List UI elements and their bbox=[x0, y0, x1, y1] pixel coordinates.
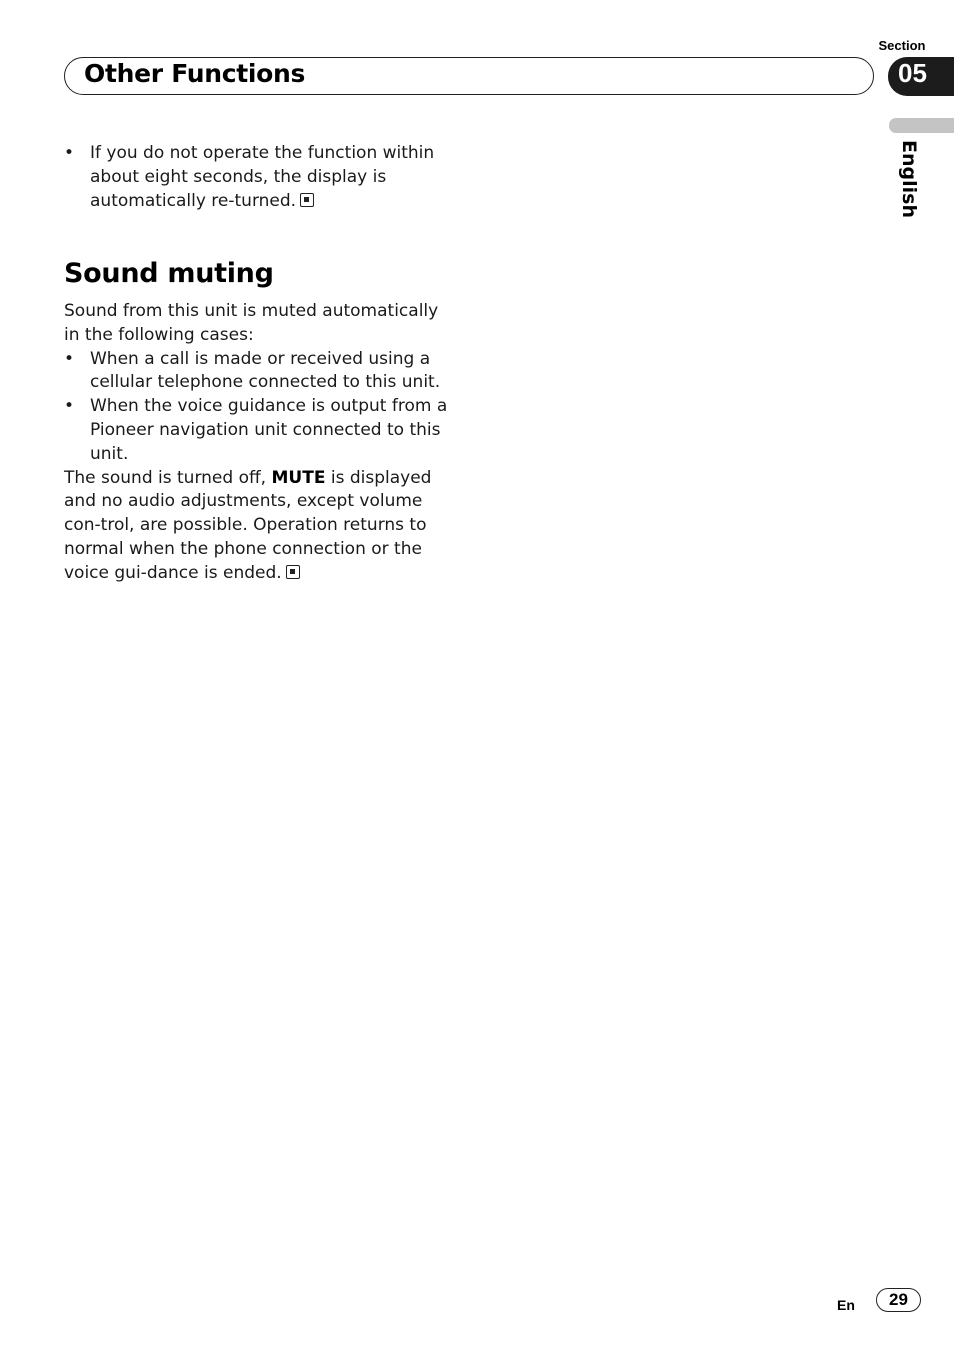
list-item-text: When a call is made or received using a cellular telephone connected to this unit. bbox=[90, 348, 441, 393]
end-mark-icon bbox=[300, 193, 314, 207]
list-item-text: If you do not operate the function within about eight seconds, the display is automatically re-turned. bbox=[90, 143, 435, 211]
bullet-dot: • bbox=[64, 348, 75, 369]
outro-paragraph bbox=[64, 467, 456, 586]
outro-text-end: is displayed and no audio adjustments, except volume con-trol, are possible. Operation returns to normal when the phone connection or the voice gui-dance is ended. bbox=[64, 467, 432, 583]
list-item bbox=[64, 142, 456, 213]
bullet-dot: • bbox=[64, 143, 75, 163]
page-title: Other Functions bbox=[84, 59, 306, 88]
section-label: Section bbox=[878, 38, 926, 53]
language-label: English bbox=[898, 140, 920, 218]
outro-text-start: The sound is turned off, bbox=[64, 467, 272, 488]
bullet-dot: • bbox=[64, 396, 75, 417]
footer-language-code: En bbox=[837, 1297, 855, 1313]
list-item bbox=[64, 348, 456, 396]
mute-keyword: MUTE bbox=[271, 467, 326, 488]
end-mark-icon bbox=[286, 565, 300, 579]
section-number: 05 bbox=[898, 58, 927, 88]
page-number: 29 bbox=[876, 1288, 921, 1312]
language-bar bbox=[889, 118, 954, 133]
list-item bbox=[64, 395, 456, 466]
section-heading: Sound muting bbox=[64, 258, 274, 289]
top-note bbox=[64, 142, 456, 213]
list-item-text: When the voice guidance is output from a Pioneer navigation unit connected to this unit. bbox=[90, 396, 448, 464]
intro-paragraph: Sound from this unit is muted automatically in the following cases: bbox=[64, 301, 439, 345]
sound-muting-body bbox=[64, 300, 456, 586]
